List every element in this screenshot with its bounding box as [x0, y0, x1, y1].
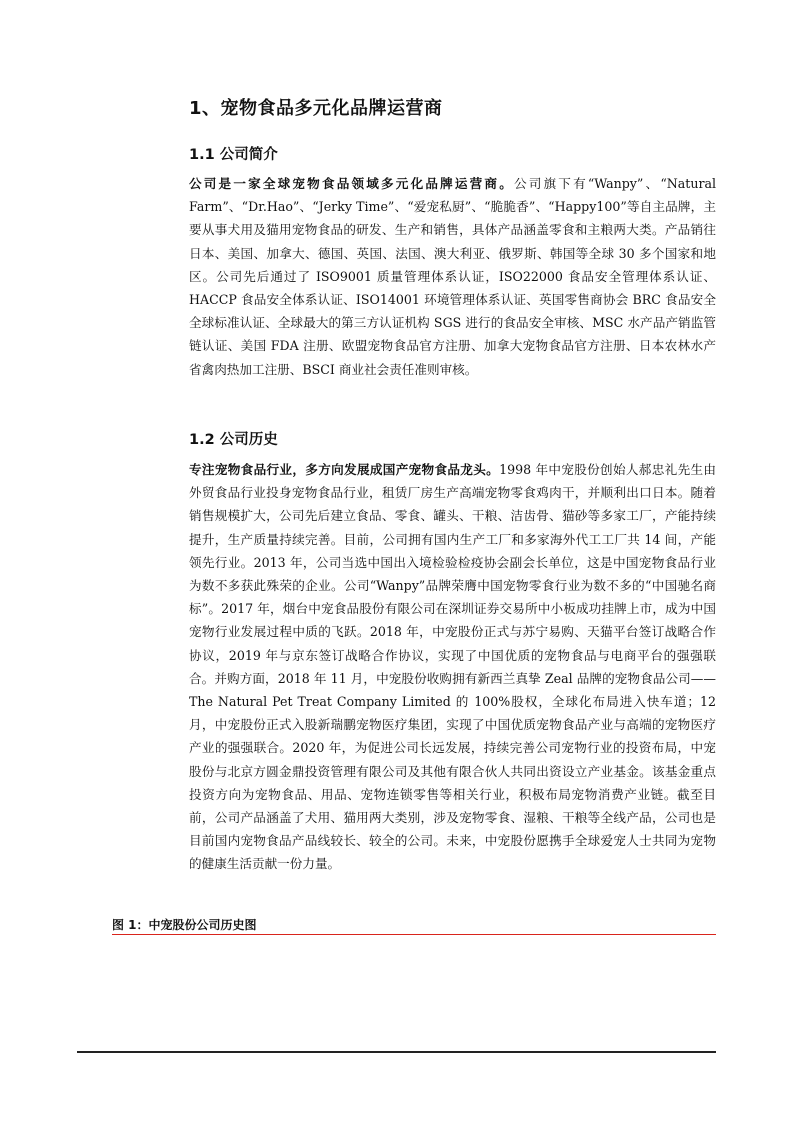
company-intro-paragraph — [189, 172, 716, 381]
company-intro-body: 公司旗下有“Wanpy”、“Natural Farm”、“Dr.Hao”、“Jerky Time”、“爱宠私厨”、“脆脆香”、“Happy100”等自主品牌，主要从事犬用及猫用宠物食品的研发、生产和销售，具体产品涵盖零食和主粮两大类。产品销往日本、美国、加拿大、德国、英国、法国、澳大利亚、俄罗斯、韩国等全球 30 多个国家和地区。公司先后通过了 ISO9001 质量管理体系认证，ISO22000 食品安全管理体系认证、HACCP 食品安全体系认证、ISO14001 环境管理体系认证、英国零售商协会 BRC 食品安全全球标准认证、全球最大的第三方认证机构 SGS 进行的食品安全审核、MSC 水产品产销监管链认证、美国 FDA 注册、欧盟宠物食品官方注册、加拿大宠物食品官方注册、日本农林水产省禽肉热加工注册、BSCI 商业社会责任准则审核。 — [189, 176, 717, 377]
section-heading-1-2: 1.2 公司历史 — [189, 432, 278, 448]
company-intro-lead: 公司是一家全球宠物食品领域多元化品牌运营商。 — [189, 176, 514, 191]
company-history-lead: 专注宠物食品行业，多方向发展成国产宠物食品龙头。 — [189, 462, 500, 477]
page-footer-rule — [77, 1051, 716, 1053]
company-history-paragraph — [189, 458, 716, 876]
section-heading-1: 1、宠物食品多元化品牌运营商 — [189, 98, 443, 119]
figure-caption: 图 1：中宠股份公司历史图 — [112, 918, 257, 932]
company-history-body: 1998 年中宠股份创始人郝忠礼先生由外贸食品行业投身宠物食品行业，租赁厂房生产高端宠物零食鸡肉干，并顺利出口日本。随着销售规模扩大，公司先后建立食品、零食、罐头、干粮、洁齿骨、猫砂等多家工厂，产能持续提升，生产质量持续完善。目前，公司拥有国内生产工厂和多家海外代工工厂共 14 间，产能领先行业。2013 年，公司当选中国出入境检验检疫协会副会长单位，这是中国宠物食品行业为数不多获此殊荣的企业。公司“Wanpy”品牌荣膺中国宠物零食行业为数不多的“中国驰名商标”。2017 年，烟台中宠食品股份有限公司在深圳证券交易所中小板成功挂牌上市，成为中国宠物行业发展过程中质的飞跃。2018 年，中宠股份正式与苏宁易购、天猫平台签订战略合作协议，2019 年与京东签订战略合作协议，实现了中国优质的宠物食品与电商平台的强强联合。并购方面，2018 年 11 月，中宠股份收购拥有新西兰真挚 Zeal 品牌的宠物食品公司——The Natural Pet Treat Company Limited 的 100%股权，全球化布局进入快车道；12 月，中宠股份正式入股新瑞鹏宠物医疗集团，实现了中国优质宠物食品产业与高端的宠物医疗产业的强强联合。2020 年，为促进公司长远发展，持续完善公司宠物行业的投资布局，中宠股份与北京方圆金鼎投资管理有限公司及其他有限合伙人共同出资设立产业基金。该基金重点投资方向为宠物食品、用品、宠物连锁零售等相关行业，积极布局宠物消费产业链。截至目前，公司产品涵盖了犬用、猫用两大类别，涉及宠物零食、湿粮、干粮等全线产品，公司也是目前国内宠物食品产品线较长、较全的公司。未来，中宠股份愿携手全球爱宠人士共同为宠物的健康生活贡献一份力量。 — [189, 462, 717, 872]
figure-caption-rule — [112, 934, 716, 935]
section-heading-1-1: 1.1 公司简介 — [189, 147, 278, 163]
